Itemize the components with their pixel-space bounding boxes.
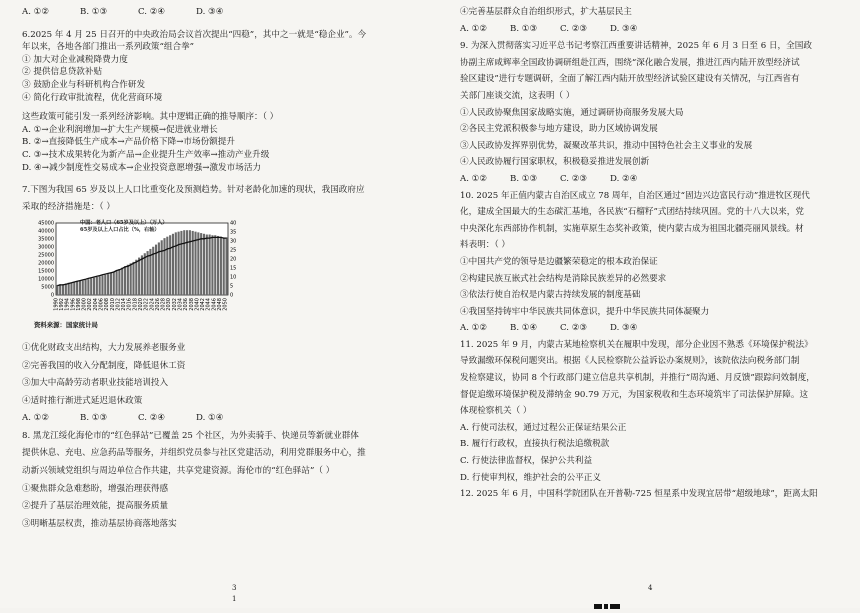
population-bar [118,269,120,295]
option: C. ②③ [560,173,588,184]
population-bar [90,279,92,296]
x-tick: 1994 [64,298,71,312]
question-stem: 督促追缴环境保护税及滞纳金 90.79 万元，为国家税收和生态环境筑牢了司法保护屏障。这 [460,389,809,400]
option: C. ②④ [138,7,166,17]
legend-item-population: 中国：老人口（65岁及以上）（万人） [80,220,168,227]
question-stem: 协副主席咸辉率全国政协调研组赴江西，围绕“深化融合发展，推进江西内陆开放型经济试 [460,57,800,68]
y-left-tick: 5000 [41,285,54,292]
population-bar [135,260,137,295]
population-bar [62,285,64,296]
x-tick: 2012 [115,298,122,312]
population-bar [130,264,132,296]
option: D. 行使审判权，维护社会的公平正义 [460,472,601,483]
x-tick: 2014 [121,298,128,312]
option: B. ②→直接降低生产成本→产品价格下降→市场份额提升 [22,137,235,148]
chart-source: 资料来源：国家统计局 [34,321,98,330]
y-right-tick: 30 [230,239,237,246]
population-bar [87,279,89,295]
population-bar [107,274,109,295]
question-stem: 10. 2025 年正值内蒙古自治区成立 78 周年，自治区通过“固边兴边富民行动”推进牧区现代 [460,190,810,201]
x-tick: 2002 [87,298,94,312]
question-stem: 11. 2025 年 9 月，内蒙古某地检察机关在履职中发现，部分企业因不熟悉《环境保护税法》 [460,339,813,350]
list-item: ③ 鼓励企业与科研机构合作研发 [22,79,146,90]
question-stem: 料表明：（ ） [460,240,510,251]
question-stem: 动新兴领域党组织与周边单位合作共建，共享党建资源。海伦市的“红色驿站”（ ） [22,466,335,477]
population-bar [172,234,174,295]
option: D. ②④ [610,173,638,184]
x-tick: 2030 [166,298,173,312]
list-item: ③明晰基层权责，推动基层协商落地落实 [22,518,177,529]
list-item: ② 提供信息贷款补贴 [22,67,103,78]
population-bar [79,281,81,295]
question-7 [22,184,427,425]
option: D. ③④ [610,323,638,334]
population-bar [220,237,222,295]
option: D. ③④ [610,23,638,34]
x-tick: 2022 [143,298,150,312]
population-bar [116,271,118,295]
option: D. ③④ [196,7,224,17]
question-stem: 验区建设”进行专题调研，全面了解江西内陆开放型经济试验区建设有关情况，与江西省有 [460,74,800,85]
population-bar [211,236,213,296]
question-10 [460,190,842,335]
question-stem: 9. 为深入贯彻落实习近平总书记考察江西重要讲话精神，2025 年 6 月 3 日至 6 日，全国政 [460,41,812,52]
right-column [460,6,842,501]
question-6 [22,29,427,175]
option: C. 行使法律监督权，保护公共利益 [460,456,593,467]
x-tick: 2046 [211,298,218,312]
population-bar [147,251,149,295]
list-item: ④人民政协履行国家职权，积极稳妥推进发展创新 [460,157,650,168]
population-bar [225,238,227,296]
y-right-tick: 35 [230,230,237,237]
population-bar [56,285,58,295]
x-tick: 2016 [126,298,133,312]
option: D. ①④ [196,413,224,424]
option: C. ③→技术成果转化为新产品→企业提升生产效率→推动产业升级 [22,149,270,160]
q5-options [22,6,427,19]
population-bar [197,233,199,296]
population-bar [121,268,123,295]
scan-mark [594,594,628,602]
x-tick: 2038 [188,298,195,312]
x-tick: 2010 [109,298,116,312]
question-12-stem: 12. 2025 年 6 月，中国科学院团队在开普勒-725 恒星系中发现宜居带“超级地球”，距离太阳 [460,489,818,500]
population-bar [214,236,216,296]
population-bar [84,280,86,295]
population-bar [144,254,146,296]
population-bar [217,236,219,295]
y-right-tick: 5 [230,284,234,291]
question-stem: 导致漏缴环保税问题突出。根据《人民检察院公益诉讼办案规则》，该院依法向税务部门制 [460,356,800,367]
y-left-tick: 30000 [38,245,54,252]
question-stem: 发检察建议，协同 8 个行政部门建立信息共享机制，并推行“周沟通、月反馈”跟踪问效制度， [460,373,815,384]
q7-options [22,412,427,425]
option: A. 行使司法权，通过过程公正保证结果公正 [460,422,627,433]
chart-legend [80,220,168,234]
population-bar [127,265,129,295]
page-number: 1 [232,595,237,603]
option: C. ②③ [560,23,588,34]
x-tick: 1996 [70,298,77,312]
list-item: ④完善基层群众自治组织形式，扩大基层民主 [460,7,632,17]
list-item: ②各民主党派积极参与地方建设，助力区域协调发展 [460,124,658,135]
population-bar [113,272,115,295]
legend-item-share: 65岁及以上人口占比（%，右轴） [80,227,160,234]
population-bar [138,258,140,295]
population-bar [223,238,225,296]
y-left-tick: 45000 [38,221,54,228]
q10-options [460,322,842,335]
list-item: ①人民政协聚焦国家战略实施，通过调研协商服务发展大局 [460,107,684,118]
x-tick: 1992 [59,298,66,312]
population-bar [178,232,180,295]
population-bar [65,284,67,296]
list-item: ②构建民族互嵌式社会结构是消除民族差异的必然要求 [460,273,667,284]
population-bar [104,275,106,295]
list-item: ①中国共产党的领导是边疆繁荣稳定的根本政治保证 [460,256,658,267]
option: B. ①③ [80,413,108,424]
population-bar [99,277,101,296]
option: B. ①④ [510,323,538,334]
population-bar [200,233,202,295]
x-tick: 2024 [149,298,156,312]
option: C. ②④ [138,413,166,424]
option: B. ①③ [80,7,108,17]
question-stem: 采取的经济措施是：（ ） [22,201,115,212]
population-bar [76,282,78,296]
option: A. ①② [460,323,488,334]
option: A. ①② [460,23,488,34]
x-tick: 1990 [53,298,60,312]
population-bar [209,235,211,295]
list-item: ③依法行使自治权是内蒙古持续发展的制度基础 [460,290,641,301]
population-bar [68,283,70,295]
option: A. ①② [22,413,50,424]
y-left-tick: 10000 [38,277,54,284]
y-left-tick: 0 [50,293,54,300]
list-item: ①聚焦群众急难愁盼，增强治理获得感 [22,483,169,494]
left-column [22,6,427,530]
population-bar [96,277,98,295]
question-stem: 体现检察机关（ ） [460,406,532,417]
population-bar [166,237,168,295]
question-8 [22,430,427,531]
population-bar [70,283,72,295]
y-left-tick: 25000 [38,253,54,260]
question-11 [460,339,842,484]
y-left-tick: 35000 [38,237,54,244]
population-bar [161,241,163,296]
x-tick: 2036 [183,298,190,312]
population-bar [175,233,177,296]
question-9 [460,40,842,185]
population-bar [59,285,61,296]
x-tick: 2006 [98,298,105,312]
x-tick: 2044 [205,298,212,312]
x-tick: 2042 [200,298,207,312]
list-item: ①优化财政支出结构，大力发展养老服务业 [22,342,186,353]
population-bar [132,262,134,295]
option: B. 履行行政权，直接执行税法追缴税款 [460,439,610,450]
population-bar [183,231,185,296]
page-number: 4 [648,584,653,592]
list-item: ① 加大对企业减税降费力度 [22,54,128,65]
population-bar [110,273,112,295]
option: A. ①→企业利润增加→扩大生产规模→促进就业增长 [22,124,218,135]
x-tick: 2020 [138,298,144,312]
population-bar [206,235,208,295]
population-bar [186,231,188,296]
question-stem: 中央深化东西部协作机制，实施草原生态奖补政策，使内蒙古成为祖国北疆亮丽风景线。材 [460,223,804,234]
population-chart [32,217,250,317]
x-tick: 2008 [104,298,111,312]
q8-options [460,23,842,36]
x-tick: 2018 [132,298,139,312]
y-right-tick: 0 [230,293,234,300]
list-item: ②提升了基层治理效能，提高服务质量 [22,501,169,512]
x-tick: 2000 [81,298,88,312]
option: B. ①③ [510,173,538,184]
y-right-tick: 15 [230,266,237,273]
y-right-tick: 10 [230,275,237,282]
page-number: 3 [232,584,237,592]
x-tick: 2048 [216,298,223,312]
question-stem: 7.下图为我国 65 岁及以上人口比重变化及预测趋势。针对老龄化加速的现状，我国政府应 [22,185,365,196]
list-item: ②完善我国的收入分配制度，降低退休工资 [22,360,186,371]
x-tick: 2032 [171,298,178,312]
population-bar [141,256,143,296]
population-bar [73,282,75,295]
list-item: ③加大中高龄劳动者职业技能培训投入 [22,378,169,389]
y-right-tick: 25 [230,248,237,255]
x-tick: 2040 [194,298,201,312]
y-right-tick: 40 [230,221,237,228]
population-bar [180,231,182,295]
population-bar [169,236,171,296]
y-left-tick: 40000 [38,229,54,236]
question-stem: 6.2025 年 4 月 25 日召开的中央政治局会议首次提出“四稳”，其中之一就是“稳企业”。今 [22,29,367,40]
option: A. ①② [22,7,50,17]
option: D. ④→减少制度性交易成本→企业投资意愿增强→激发市场活力 [22,162,262,173]
list-item: ④我国坚持铸牢中华民族共同体意识，提升中华民族共同体凝聚力 [460,306,710,317]
y-left-tick: 15000 [38,269,54,276]
population-bar [163,238,165,295]
list-item: ④ 简化行政审批流程，优化营商环境 [22,92,163,103]
population-bar [93,278,95,295]
question-stem: 化，建成全国最大的生态碳汇基地，各民族“石榴籽”式团结持续巩固。党的十八大以来，党 [460,207,804,218]
x-tick: 2026 [154,298,161,312]
option: A. ①② [460,173,488,184]
question-stem: 年以来，各地各部门推出一系列政策“组合拳” [22,42,195,53]
x-tick: 2028 [160,298,167,312]
option: B. ①③ [510,23,538,34]
option: C. ②③ [560,323,588,334]
question-stem: 关部门座谈交流，这表明（ ） [460,90,575,101]
population-bar [124,267,126,296]
x-tick: 2004 [92,298,99,312]
population-bar [189,231,191,296]
list-item: ③人民政协发挥界别优势，凝聚改革共识，推动中国特色社会主义事业的发展 [460,140,753,151]
question-stem: 8. 黑龙江绥化海伦市的“红色驿站”已覆盖 25 个社区，为外卖骑手、快递员等新就业群体 [22,430,359,441]
y-right-tick: 20 [230,257,237,264]
x-tick: 2050 [222,298,229,312]
population-bar [101,276,103,295]
x-tick: 1998 [75,298,82,312]
question-stem: 提供休息、充电、应急药品等服务，并组织党员参与社区党建活动，利用党群服务中心，推 [22,448,366,459]
population-bar [203,234,205,295]
question-prompt: 这些政策可能引发一系列经济影响。其中逻辑正确的推导顺序：（ ） [22,112,279,123]
population-bar [158,243,160,296]
y-left-tick: 20000 [38,261,54,268]
population-bar [82,281,84,295]
x-tick: 2034 [177,298,184,312]
q9-options [460,173,842,186]
list-item: ④适时推行渐进式延迟退休政策 [22,395,143,406]
